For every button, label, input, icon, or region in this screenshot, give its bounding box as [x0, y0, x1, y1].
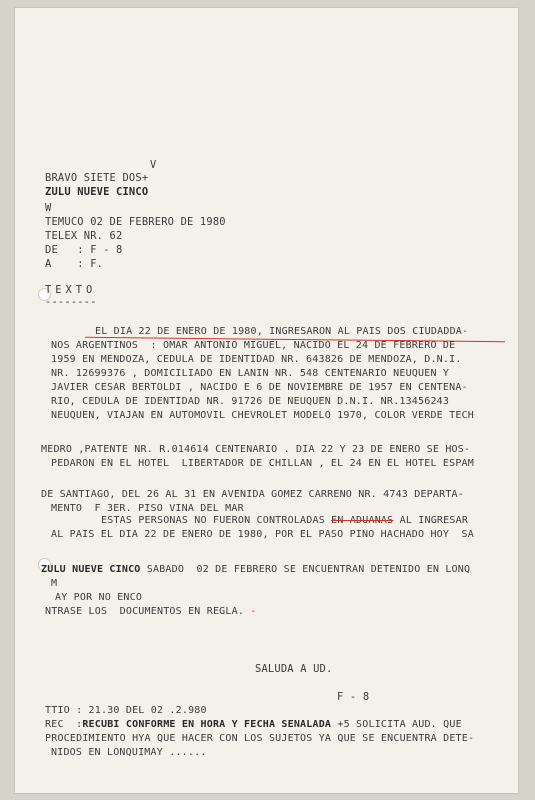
body-p1-line-1: EL DIA 22 DE ENERO DE 1980, INGRESARON AL PAIS DOS CIUDADDA- — [95, 326, 469, 337]
red-mark: - — [250, 606, 257, 617]
texto-underline: -------- — [45, 296, 97, 308]
from-line: DE : F - 8 — [45, 244, 123, 256]
header-line-2: ZULU NUEVE CINCO — [45, 186, 149, 198]
telex-number: TELEX NR. 62 — [45, 230, 123, 242]
body-p1-line-6: RIO, CEDULA DE IDENTIDAD NR. 91726 DE NEUQUEN D.N.I. NR.13456243 — [51, 396, 450, 407]
body-p3-line-3: ESTAS PERSONAS NO FUERON CONTROLADAS EN ADUANAS AL INGRESAR — [101, 515, 469, 526]
texto-label: TEXTO — [45, 284, 97, 296]
struck-text: EN ADUANAS — [331, 515, 394, 526]
body-p1-line-2: NOS ARGENTINOS : OMAR ANTONIO MIGUEL, NACIDO EL 24 DE FEBRERO DE — [51, 340, 456, 351]
body-p2-line-2: PEDARON EN EL HOTEL LIBERTADOR DE CHILLAN , EL 24 EN EL HOTEL ESPAM — [51, 458, 474, 469]
body-p1-line-5: JAVIER CESAR BERTOLDI , NACIDO E 6 DE NOVIEMBRE DE 1957 EN CENTENA- — [51, 382, 468, 393]
footer-ttio: TTIO : 21.30 DEL 02 .2.980 — [45, 705, 207, 716]
footer-line-3: NIDOS EN LONQUIMAY ...... — [51, 747, 207, 758]
footer-line-2: PROCEDIMIENTO HYA QUE HACER CON LOS SUJETOS YA QUE SE ENCUENTRA DETE- — [45, 733, 475, 744]
closing-saluda: SALUDA A UD. — [255, 663, 333, 675]
w-mark: W — [45, 202, 52, 214]
body-p4-line-1: ZULU NUEVE CINCO SABADO 02 DE FEBRERO SE ENCUENTRAN DETENIDO EN LONQ — [41, 564, 471, 575]
telex-document-page — [15, 8, 518, 793]
body-p4-line-3: NTRASE LOS DOCUMENTOS EN REGLA. - — [45, 606, 257, 617]
body-p3-line-2: MENTO F 3ER. PISO VINA DEL MAR — [51, 503, 244, 514]
body-p3-line-1: DE SANTIAGO, DEL 26 AL 31 EN AVENIDA GOMEZ CARRENO NR. 4743 DEPARTA- — [41, 489, 464, 500]
header-line-1: BRAVO SIETE DOS+ — [45, 172, 149, 184]
closing-signature: F - 8 — [337, 691, 370, 703]
place-date: TEMUCO 02 DE FEBRERO DE 1980 — [45, 216, 226, 228]
body-p4-line-2: AY POR NO ENCO — [55, 592, 143, 603]
body-p3-line-4: AL PAIS EL DIA 22 DE ENERO DE 1980, POR EL PASO PINO HACHADO HOY SA — [51, 529, 474, 540]
body-p1-line-7: NEUQUEN, VIAJAN EN AUTOMOVIL CHEVROLET MODELO 1970, COLOR VERDE TECH — [51, 410, 474, 421]
body-p1-line-4: NR. 12699376 , DOMICILIADO EN LANIN NR. 548 CENTENARIO NEUQUEN Y — [51, 368, 450, 379]
to-line: A : F. — [45, 258, 104, 270]
body-p2-line-1: MEDRO ,PATENTE NR. R.014614 CENTENARIO . DIA 22 Y 23 DE ENERO SE HOS- — [41, 444, 471, 455]
body-p1-line-3: 1959 EN MENDOZA, CEDULA DE IDENTIDAD NR. 643826 DE MENDOZA, D.N.I. — [51, 354, 462, 365]
body-p4-m: M — [51, 578, 58, 589]
footer-rec: REC :RECUBI CONFORME EN HORA Y FECHA SENALADA +5 SOLICITA AUD. QUE — [45, 719, 462, 730]
v-mark: V — [150, 159, 157, 171]
